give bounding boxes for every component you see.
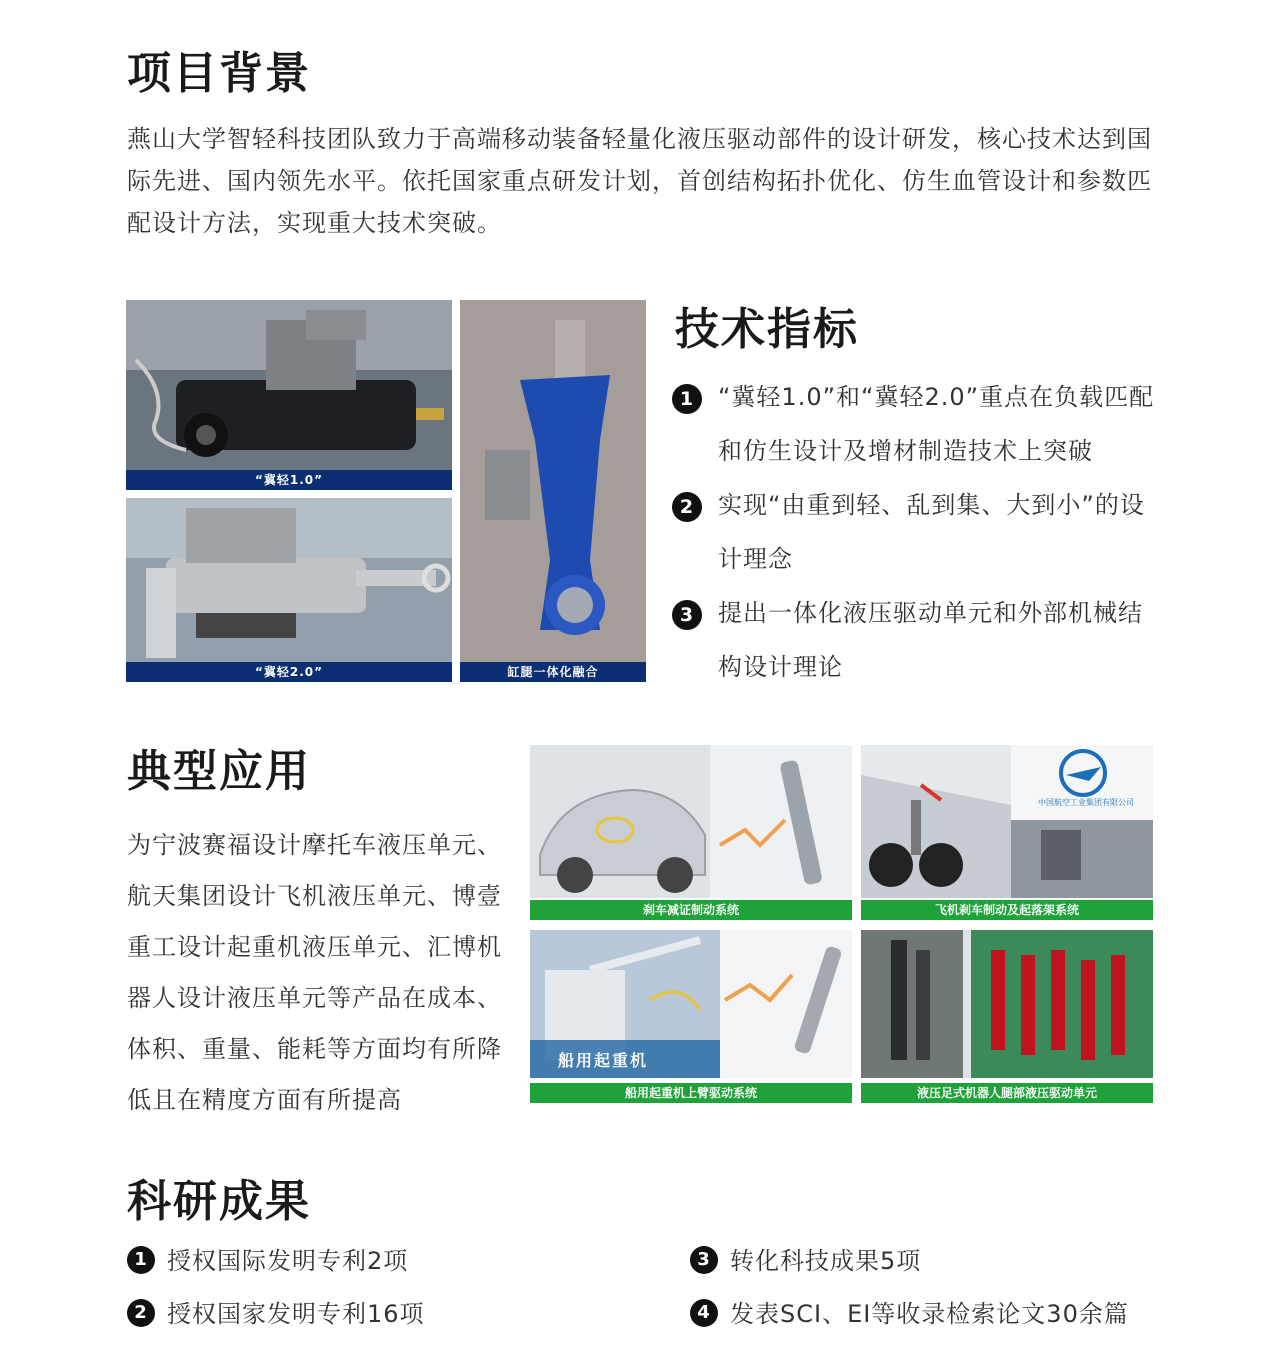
app-caption-aircraft: 飞机刹车制动及起落架系统 (861, 900, 1153, 920)
crane-label: 船用起重机 (558, 1051, 649, 1070)
background-paragraph: 燕山大学智轻科技团队致力于高端移动装备轻量化液压驱动部件的设计研发，核心技术达到国际先进、国内领先水平。依托国家重点研发计划，首创结构拓扑优化、仿生血管设计和参数匹配设计方法，实现重大技术突破。 (127, 125, 1152, 237)
number-badge-4: 4 (690, 1299, 718, 1327)
result-item (127, 1246, 408, 1276)
number-badge-1: 1 (672, 384, 702, 414)
photo-jiqing-2 (126, 498, 452, 682)
number-badge-2: 2 (672, 492, 702, 522)
app-image-robot (861, 930, 1153, 1078)
spec-text: 实现“由重到轻、乱到集、大到小”的设计理念 (718, 491, 1145, 573)
number-badge-2: 2 (127, 1299, 155, 1327)
jiqing-1-illustration (126, 300, 452, 490)
aviation-logo-text: 中国航空工业集团有限公司 (1038, 798, 1134, 807)
applications-paragraph: 为宁波赛福设计摩托车液压单元、航天集团设计飞机液压单元、博壹重工设计起重机液压单元、汇博机器人设计液压单元等产品在成本、体积、重量、能耗等方面均有所降低且在精度方面有所提高 (127, 831, 502, 1114)
app-image-aircraft (861, 745, 1153, 898)
result-item (690, 1299, 1129, 1329)
vehicle-brake-illustration (530, 745, 852, 898)
spec-item (672, 586, 1162, 694)
leg-cylinder-illustration (460, 300, 646, 682)
photo-caption-jiqing-1: “冀轻1.0” (126, 470, 452, 490)
photo-jiqing-1 (126, 300, 452, 490)
number-badge-3: 3 (690, 1246, 718, 1274)
app-caption-robot: 液压足式机器人腿部液压驱动单元 (861, 1083, 1153, 1103)
robot-leg-illustration (861, 930, 1153, 1078)
specs-list (672, 370, 1162, 694)
number-badge-3: 3 (672, 600, 702, 630)
result-text: 授权国际发明专利2项 (167, 1247, 409, 1275)
jiqing-2-illustration (126, 498, 452, 682)
background-title: 项目背景 (127, 48, 311, 99)
number-badge-1: 1 (127, 1246, 155, 1274)
result-text: 发表SCI、EI等收录检索论文30余篇 (730, 1300, 1129, 1328)
results-title: 科研成果 (127, 1176, 311, 1227)
app-caption-vehicle: 刹车减证制动系统 (530, 900, 852, 920)
result-item (127, 1299, 425, 1329)
result-text: 转化科技成果5项 (730, 1247, 922, 1275)
photo-caption-jiqing-2: “冀轻2.0” (126, 662, 452, 682)
specs-title: 技术指标 (675, 304, 859, 355)
spec-item (672, 478, 1162, 586)
spec-text: “冀轻1.0”和“冀轻2.0”重点在负载匹配和仿生设计及增材制造技术上突破 (718, 383, 1155, 465)
photo-caption-leg-cylinder: 缸腿一体化融合 (460, 662, 646, 682)
app-caption-crane: 船用起重机上臂驱动系统 (530, 1083, 852, 1103)
spec-item (672, 370, 1162, 478)
result-text: 授权国家发明专利16项 (167, 1300, 425, 1328)
aircraft-gear-illustration (861, 745, 1153, 898)
photo-leg-cylinder (460, 300, 646, 682)
app-image-crane (530, 930, 852, 1078)
spec-text: 提出一体化液压驱动单元和外部机械结构设计理论 (718, 599, 1143, 681)
result-item (690, 1246, 921, 1276)
applications-title: 典型应用 (127, 746, 311, 797)
app-image-vehicle (530, 745, 852, 898)
